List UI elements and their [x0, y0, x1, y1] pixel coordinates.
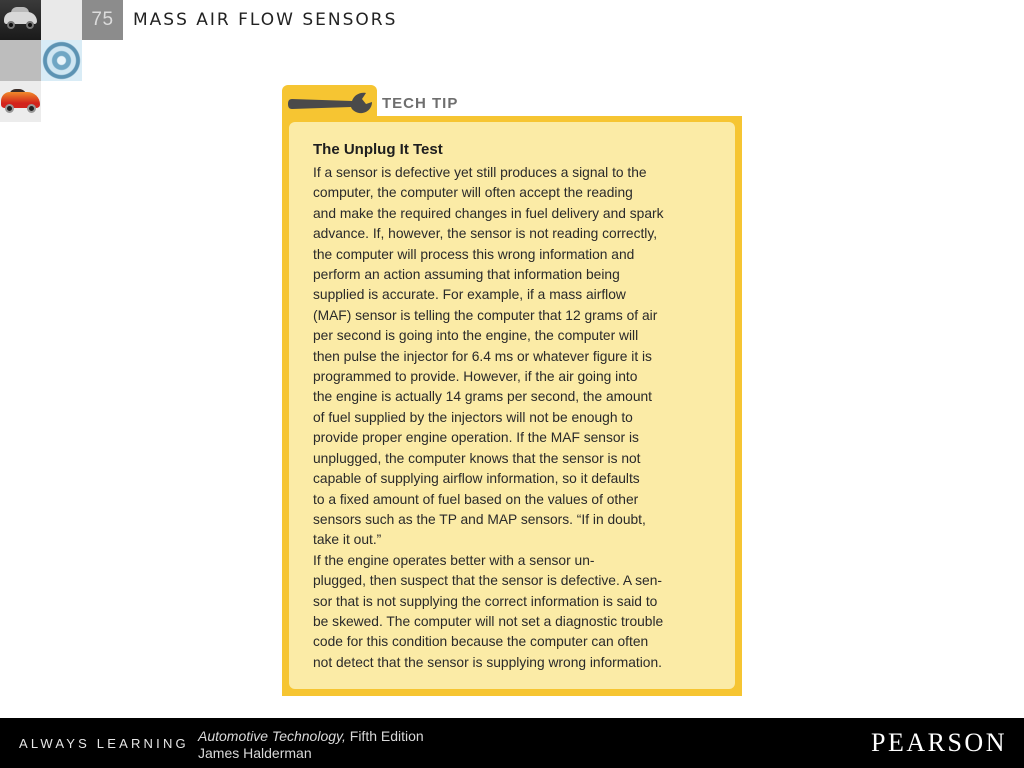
footer-bar: [0, 718, 1024, 768]
footer-tagline: ALWAYS LEARNING: [19, 736, 189, 751]
car-thumbnail-image: [0, 0, 41, 40]
book-edition: Fifth Edition: [345, 728, 424, 744]
tip-body-text: If a sensor is defective yet still produces a signal to the computer, the computer will often accept the reading and make the required changes in fuel delivery and spark advance. If, however, the sensor is not reading correctly, the computer will process this wrong information and perform an action assuming that information being supplied is accurate. For example, if a mass airflow (MAF) sensor is telling the computer that 12 grams of air per second is going into the engine, the computer will then pulse the injector for 6.4 ms or whatever figure it is programmed to provide. However, if the air going into the engine is actually 14 grams per second, the amount of fuel supplied by the injectors will not be enough to provide proper engine operation. If the MAF sensor is unplugged, the computer knows that the sensor is not capable of supplying airflow information, so it defaults to a fixed amount of fuel based on the values of other sensors such as the TP and MAP sensors. “If in doubt, take it out.” If the engine operates better with a sensor un- plugged, then suspect that the sensor is defective. A sen- sor that is not supplying the correct information is said to be skewed. The computer will not set a diagnostic trouble code for this condition because the computer can often not detect that the sensor is supplying wrong information.: [313, 165, 664, 670]
decorative-tile: [41, 0, 82, 40]
tech-tip-label: TECH TIP: [382, 95, 459, 112]
slide-number: 75: [82, 0, 123, 40]
publisher-logo: PEARSON: [871, 728, 1007, 757]
book-citation: [198, 728, 424, 762]
decorative-tile: [0, 40, 41, 81]
book-author: James Halderman: [198, 745, 312, 761]
book-title: Automotive Technology,: [198, 728, 346, 744]
tech-tip-content: [289, 122, 735, 689]
turbine-thumbnail-image: [41, 40, 82, 81]
slide-title: MASS AIR FLOW SENSORS: [133, 10, 398, 30]
tip-heading: The Unplug It Test: [313, 141, 443, 158]
tech-tip-box: [282, 85, 742, 696]
sports-car-thumbnail-image: [0, 81, 41, 122]
wrench-icon: [288, 90, 374, 118]
